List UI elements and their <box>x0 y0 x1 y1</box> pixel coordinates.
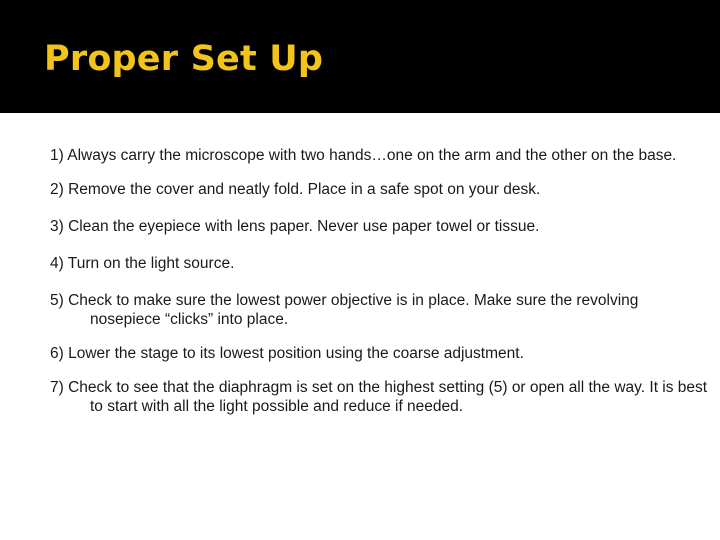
step-4: 4) Turn on the light source. <box>50 255 235 272</box>
steps-list <box>50 146 710 416</box>
step-1: 1) Always carry the microscope with two hands…one on the arm and the other on the base. <box>50 147 677 164</box>
step-7: 7) Check to see that the diaphragm is set on the highest setting (5) or open all the way. It is best to start with all the light possible and reduce if needed. <box>50 379 708 415</box>
step-3: 3) Clean the eyepiece with lens paper. Never use paper towel or tissue. <box>50 218 540 235</box>
step-2: 2) Remove the cover and neatly fold. Place in a safe spot on your desk. <box>50 181 541 198</box>
title-bar <box>0 0 720 113</box>
slide-title: Proper Set Up <box>44 39 324 79</box>
step-5: 5) Check to make sure the lowest power objective is in place. Make sure the revolving nosepiece “clicks” into place. <box>50 292 639 328</box>
step-6: 6) Lower the stage to its lowest position using the coarse adjustment. <box>50 345 524 362</box>
